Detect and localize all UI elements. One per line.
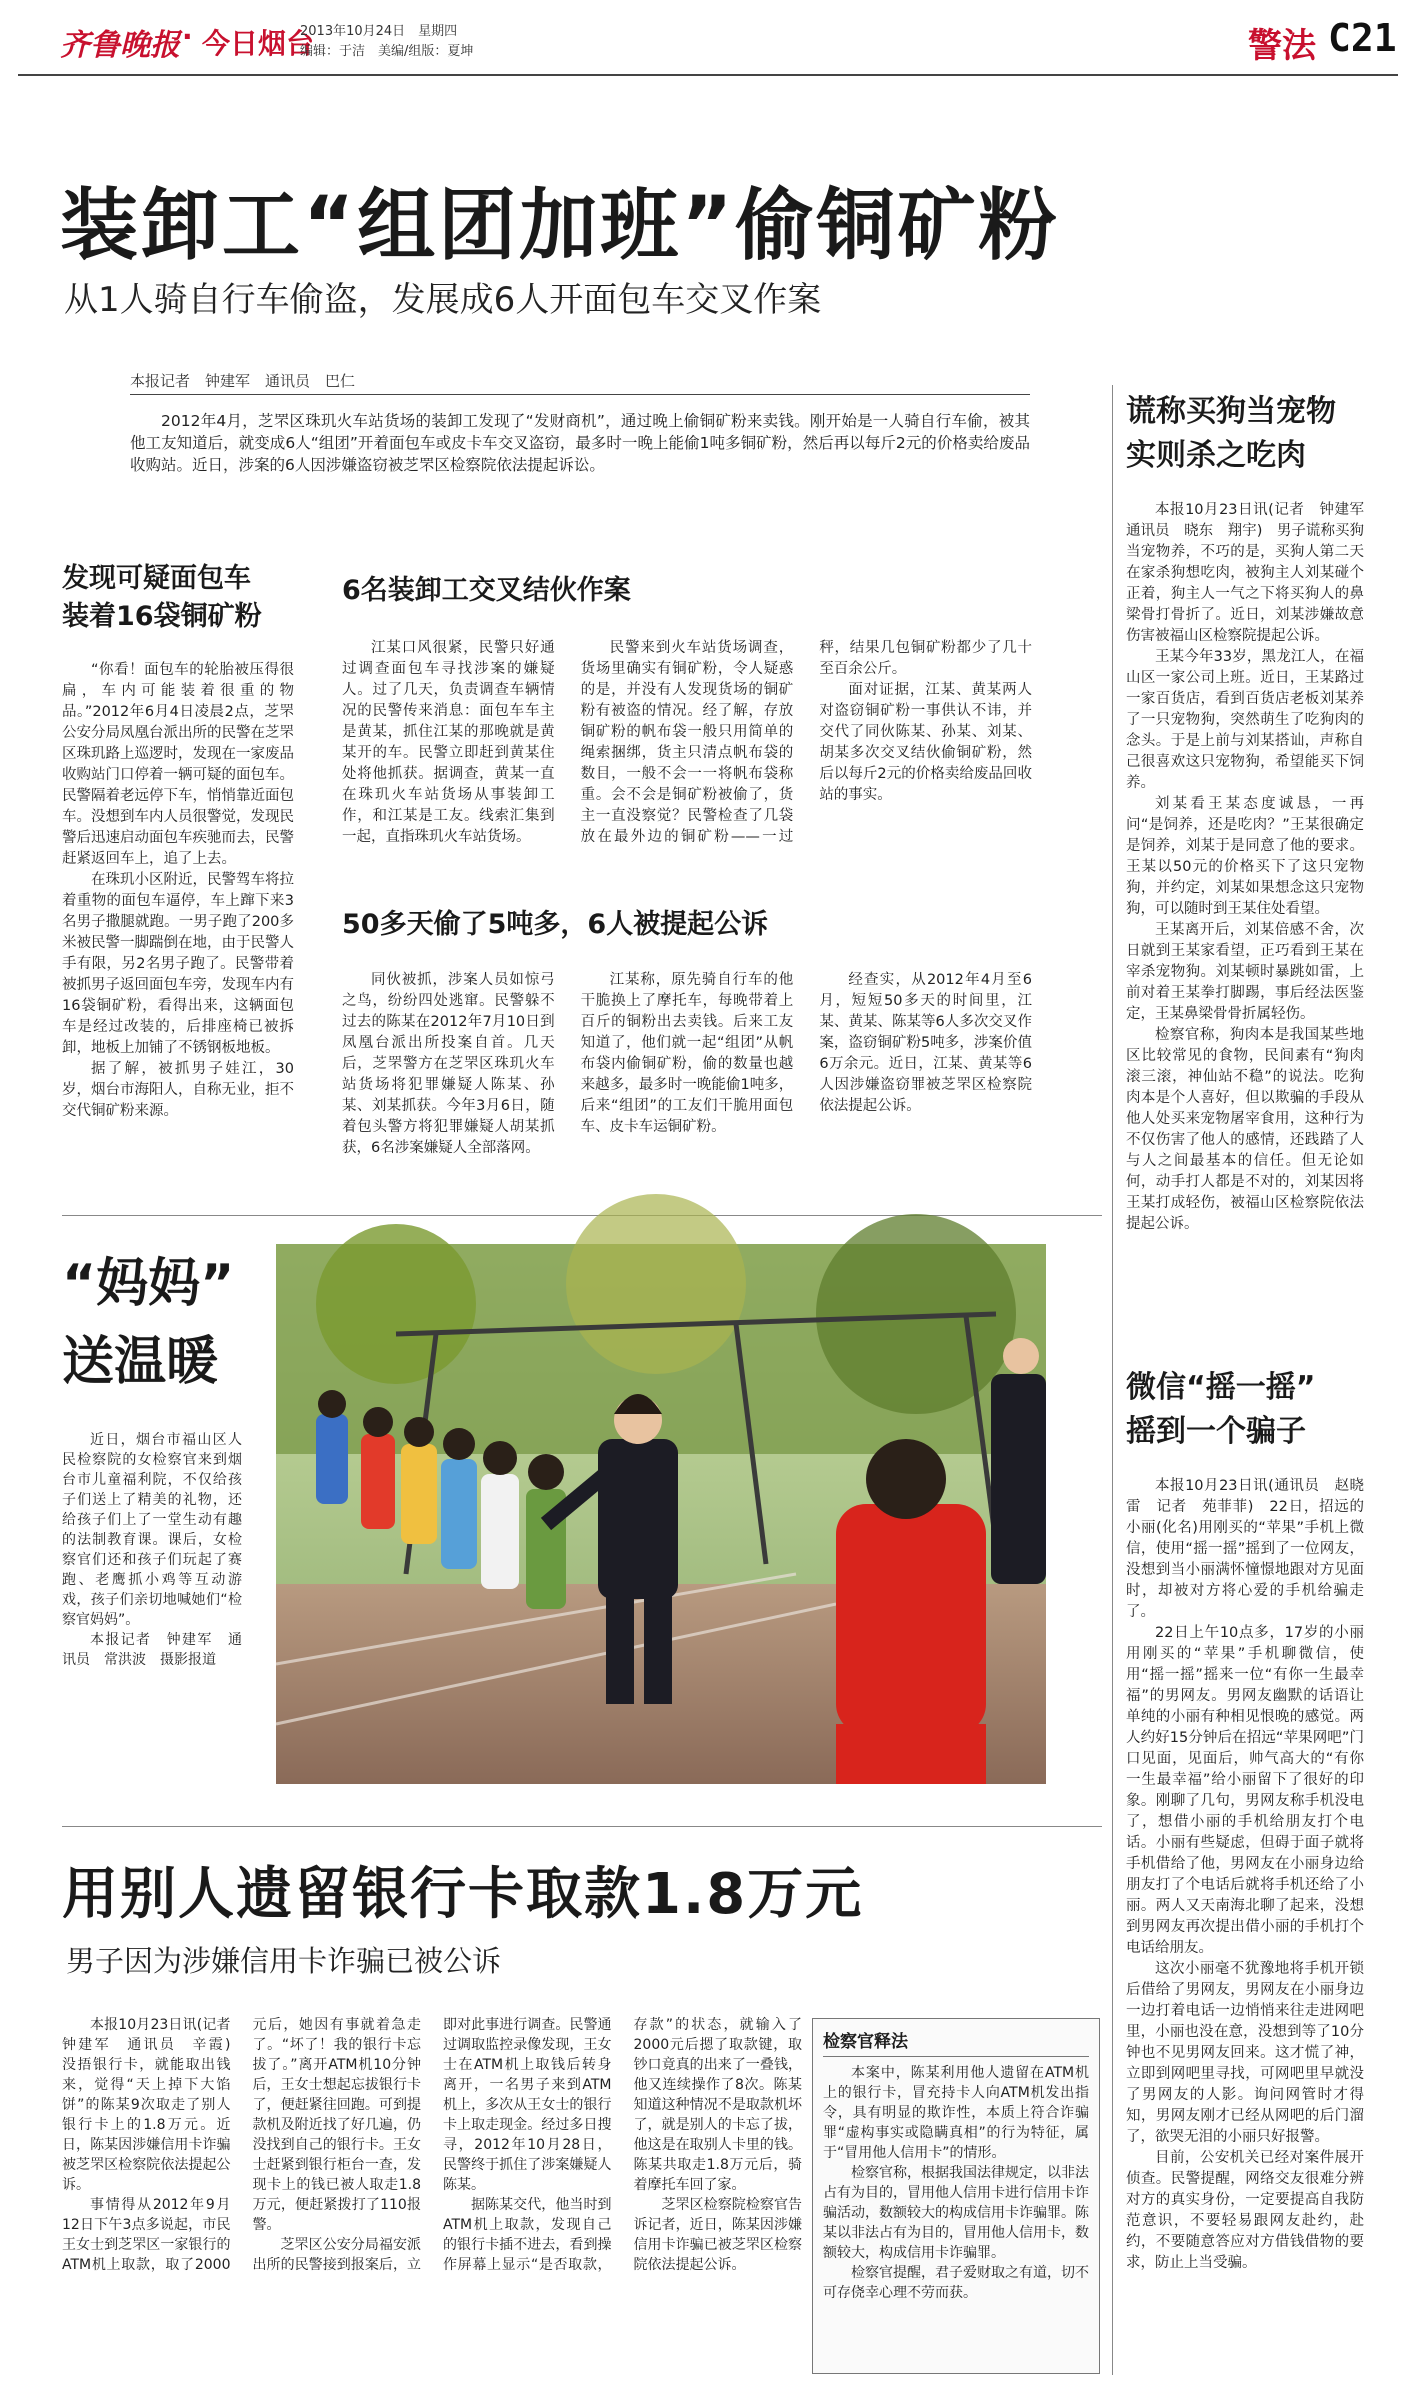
dog-p3: 刘某看王某态度诚恳，一再问“是饲养，还是吃肉？”王某很确定是饲养，刘某于是同意了他的要求。王某以50元的价格买下了这只宠物狗，并约定，刘某如果想念这只宠物狗，可以随时到王某住处看望。 bbox=[1126, 796, 1364, 917]
playground-photo bbox=[276, 1244, 1046, 1784]
staff-woman bbox=[991, 1338, 1046, 1584]
main-subheadline: 从1人骑自行车偷盗，发展成6人开面包车交叉作案 bbox=[64, 280, 822, 320]
dog-story-title: 谎称买狗当宠物 实则杀之吃肉 bbox=[1126, 394, 1336, 473]
box-p2: 检察官称，根据我国法律规定，以非法占有为目的，冒用他人信用卡进行信用卡诈骗活动，数额较大的构成信用卡诈骗罪。陈某以非法占有为目的，冒用他人信用卡，数额较大，构成信用卡诈骗罪。 bbox=[823, 2165, 1089, 2261]
section1-p2: 在珠玑小区附近，民警驾车将拉着重物的面包车逼停，车上蹿下来3名男子撒腿就跑。一男子跑了200多米被民警一脚踹倒在地，由于民警人手有限，另2名男子跑了。民警带着被抓男子返回面包车旁，发现车内有16袋铜矿粉，看得出来，这辆面包车是经过改装的，后排座椅已被拆卸，地板上加铺了不锈钢板地板。 bbox=[62, 872, 294, 1056]
photo-story-title-1: “妈妈” bbox=[62, 1254, 235, 1314]
section3-body bbox=[342, 970, 1032, 1180]
bank-p1: 本报10月23日讯(记者 钟建军 通讯员 辛霞) 没捂银行卡，就能取出钱来，觉得“天上掉下大馅饼”的陈某9次取走了别人银行卡上的1.8万元。近日，陈某因涉嫌信用卡诈骗被芝罘区检察院依法提起公诉。 bbox=[62, 2017, 245, 2193]
wechat-p3: 这次小丽毫不犹豫地将手机开锁后借给了男网友，男网友在小丽身边一边打着电话一边悄悄来往走进网吧里，小丽也没在意，没想到等了10分钟也不见男网友回来。这才慌了神，立即到网吧里寻找，可网吧里早就没了男网友的人影。询问网管时才得知，男网友刚才已经从网吧的后门溜了，欲哭无泪的小丽只好报警。 bbox=[1126, 1961, 1364, 2145]
photo-credit: 本报记者 钟建军 通讯员 常洪波 摄影报道 bbox=[62, 1632, 242, 1668]
bank-subheadline: 男子因为涉嫌信用卡诈骗已被公诉 bbox=[66, 1944, 502, 1978]
bank-p3: 芝罘区公安分局福安派出所的民警接到报案后，立即对此事进行调查。民警通过调取监控录像发现，王女士在ATM机上取钱后转身离开，一名男子来到ATM机上，多次从王女士的银行卡上取走现金。经过多日搜寻，2012年10月28日，民警终于抓住了涉案嫌疑人陈某。 bbox=[252, 2017, 612, 2273]
section3-p3: 经查实，从2012年4月至6月，短短50多天的时间里，江某、黄某、陈某等6人多次交叉作案，盗窃铜矿粉5吨多，涉案价值6万余元。近日，江某、黄某等6人因涉嫌盗窃罪被芝罘区检察院依法提起公诉。 bbox=[819, 972, 1032, 1114]
bank-top-rule bbox=[62, 1826, 1102, 1827]
issue-date: 2013年10月24日 星期四 bbox=[300, 24, 458, 39]
bank-p5: 芝罘区检察院检察官告诉记者，近日，陈某因涉嫌信用卡诈骗已被芝罘区检察院依法提起公诉。 bbox=[633, 2197, 802, 2273]
bank-story-body bbox=[62, 2015, 802, 2375]
wechat-p4: 目前，公安机关已经对案件展开侦查。民警提醒，网络交友很难分辨对方的真实身份，一定要提高自我防范意识，不要轻易跟网友赴约，赴约，不要随意答应对方借钱借物的要求，防止上当受骗。 bbox=[1126, 2150, 1364, 2271]
wechat-story-title: 微信“摇一摇” 摇到一个骗子 bbox=[1126, 1370, 1316, 1449]
main-byline: 本报记者 钟建军 通讯员 巴仁 bbox=[130, 372, 356, 390]
section-name: 今日烟台 bbox=[202, 27, 315, 60]
section-dot: · bbox=[182, 20, 193, 53]
section3-p1: 同伙被抓，涉案人员如惊弓之鸟，纷纷四处逃窜。民警躲不过去的陈某在2012年7月10日到凤凰台派出所投案自首。几天后，芝罘警方在芝罘区珠玑火车站货场将犯罪嫌疑人陈某、孙某、刘某抓获。今年3月6日，随着包头警方将犯罪嫌疑人胡某抓获，6名涉案嫌疑人全部落网。 bbox=[342, 972, 555, 1156]
prosecutor-explanation-box bbox=[812, 2018, 1100, 2374]
wechat-p2: 22日上午10点多，17岁的小丽用刚买的“苹果”手机聊微信，使用“摇一摇”摇来一位“有你一生最幸福”的男网友。男网友幽默的话语让单纯的小丽有种相见恨晚的感觉。两人约好15分钟后在招远“苹果网吧”门口见面，见面后，帅气高大的“有你一生最幸福”给小丽留下了很好的印象。刚聊了几句，男网友称手机没电了，想借小丽的手机给朋友打个电话。小丽有些疑虑，但碍于面子就将手机借给了他，男网友在小丽身边给朋友打了个电话后就将手机还给了小丽。两人又天南海北聊了起来，没想到男网友再次提出借小丽的手机打个电话给朋友。 bbox=[1126, 1625, 1364, 1956]
page-section: 警法 bbox=[1248, 26, 1316, 66]
photo-story-body bbox=[62, 1430, 242, 1760]
dog-p2: 王某今年33岁，黑龙江人，在福山区一家公司上班。近日，王某路过一家百货店，看到百货店老板刘某养了一只宠物狗，突然萌生了吃狗肉的念头。于是上前与刘某搭讪，声称自己很喜欢这只宠物狗，希望能买下饲养。 bbox=[1126, 649, 1364, 791]
dog-p5: 检察官称，狗肉本是我国某些地区比较常见的食物，民间素有“狗肉滚三滚，神仙站不稳”的说法。吃狗肉本是个人喜好，但以欺骗的手段从他人处买来宠物屠宰食用，这种行为不仅伤害了他人的感情，还践踏了人与人之间最基本的信任。但无论如何，动手打人都是不对的，刘某因将王某打成轻伤，被福山区检察院依法提起公诉。 bbox=[1126, 1027, 1364, 1232]
section1-body bbox=[62, 660, 294, 1160]
main-lead bbox=[130, 410, 1030, 510]
section1-p1: “你看！面包车的轮胎被压得很扁，车内可能装着很重的物品。”2012年6月4日凌晨2点，芝罘公安分局凤凰台派出所的民警在芝罘区珠玑路上巡逻时，发现在一家废品收购站门口停着一辆可疑的面包车。民警隔着老远停下车，悄悄靠近面包车。没想到车内人员很警觉，发现民警后迅速启动面包车疾驰而去，民警赶紧返回车上，追了上去。 bbox=[62, 662, 294, 867]
section1-p3: 据了解，被抓男子娃江，30岁，烟台市海阳人，自称无业，拒不交代铜矿粉来源。 bbox=[62, 1061, 294, 1119]
bank-p2: 事情得从2012年9月12日下午3点多说起，市民王女士到芝罘区一家银行的ATM机上取款，取了2000元后，她因有事就着急走了。“坏了！我的银行卡忘拔了。”离开ATM机10分钟后，王女士想起忘拔银行卡了，便赶紧往回跑。可到提款机及附近找了好几遍，仍没找到自己的银行卡。王女士赶紧到银行柜台一查，发现卡上的钱已被人取走1.8万元，便赶紧拨打了110报警。 bbox=[62, 2017, 421, 2273]
tree-2 bbox=[566, 1194, 746, 1374]
bank-headline: 用别人遗留银行卡取款1.8万元 bbox=[62, 1862, 864, 1927]
photo-top-rule bbox=[62, 1215, 1102, 1216]
bank-p4: 据陈某交代，他当时到ATM机上取款，发现自己的银行卡插不进去，看到操作屏幕上显示“是否取款，存款”的状态，就输入了2000元后摁了取款键，取钞口竟真的出来了一叠钱，他又连续操作了8次。陈某知道这种情况不是取款机坏了，就是别人的卡忘了拔，他这是在取别人卡里的钱。陈某共取走1.8万元后，骑着摩托车回了家。 bbox=[443, 2017, 802, 2273]
section2-title: 6名装卸工交叉结伙作案 bbox=[342, 575, 631, 606]
right-column-divider bbox=[1112, 385, 1113, 2375]
lead-paragraph: 2012年4月，芝罘区珠玑火车站货场的装卸工发现了“发财商机”，通过晚上偷铜矿粉来卖钱。刚开始是一人骑自行车偷，被其他工友知道后，就变成6人“组团”开着面包车或皮卡车交叉盗窃，最多时一晚上能偷1吨多铜矿粉，然后再以每斤2元的价格卖给废品收购站。近日，涉案的6人因涉嫌盗窃被芝罘区检察院依法提起诉讼。 bbox=[130, 412, 1030, 474]
section2-p3: 面对证据，江某、黄某两人对盗窃铜矿粉一事供认不讳，并交代了同伙陈某、孙某、刘某、胡某多次交叉结伙偷铜矿粉，然后以每斤2元的价格卖给废品回收站的事实。 bbox=[819, 682, 1032, 803]
box-title: 检察官释法 bbox=[823, 2027, 1089, 2057]
dog-story-body bbox=[1126, 500, 1379, 1340]
masthead bbox=[60, 18, 1400, 64]
byline-rule bbox=[130, 394, 1030, 395]
photo-story-title-2: 送温暖 bbox=[62, 1332, 219, 1392]
wechat-story-body bbox=[1126, 1476, 1364, 2376]
editors-line: 编辑：于洁 美编/组版：夏坤 bbox=[300, 44, 474, 59]
main-headline: 装卸工“组团加班”偷铜矿粉 bbox=[60, 181, 1060, 271]
masthead-rule bbox=[18, 74, 1398, 76]
box-body bbox=[823, 2063, 1089, 2363]
page-number: C21 bbox=[1328, 16, 1397, 60]
section2-p2: 民警来到火车站货场调查，货场里确实有铜矿粉，令人疑惑的是，并没有人发现货场的铜矿粉有被盗的情况。经了解，存放铜矿粉的帆布袋一般只用简单的绳索捆绑，货主只清点帆布袋的数目，一般不会一一将帆布袋称重。会不会是铜矿粉被偷了，货主一直没察觉？民警检查了几袋放在最外边的铜矿粉——一过秤，结果几包铜矿粉都少了几十至百余公斤。 bbox=[580, 640, 1032, 845]
section2-p1: 江某口风很紧，民警只好通过调查面包车寻找涉案的嫌疑人。过了几天，负责调查车辆情况的民警传来消息：面包车车主是黄某，抓住江某的那晚就是黄某开的车。民警立即赶到黄某住处将他抓获。据调查，黄某一直在珠玑火车站货场从事装卸工作，和江某是工友。线索汇集到一起，直指珠玑火车站货场。 bbox=[342, 640, 555, 845]
box-p1: 本案中，陈某利用他人遗留在ATM机上的银行卡，冒充持卡人向ATM机发出指令，具有明显的欺诈性，本质上符合诈骗罪“虚构事实或隐瞒真相”的行为特征，属于“冒用他人信用卡”的情形。 bbox=[823, 2065, 1089, 2161]
section2-body bbox=[342, 638, 1032, 848]
paper-name: 齐鲁晚报 bbox=[60, 28, 180, 63]
box-p3: 检察官提醒，君子爱财取之有道，切不可存侥幸心理不劳而获。 bbox=[823, 2265, 1089, 2301]
section3-title: 50多天偷了5吨多，6人被提起公诉 bbox=[342, 909, 769, 940]
dog-p1: 本报10月23日讯(记者 钟建军 通讯员 晓东 翔宇) 男子谎称买狗当宠物养，不巧的是，买狗人第二天在家杀狗想吃肉，被狗主人刘某碰个正着，狗主人一气之下将买狗人的鼻梁骨打骨折了。近日，刘某涉嫌故意伤害被福山区检察院提起公诉。 bbox=[1126, 502, 1379, 644]
dog-p4: 王某离开后，刘某倍感不舍，次日就到王某家看望，正巧看到王某在宰杀宠物狗。刘某顿时暴跳如雷，上前对着王某拳打脚踢，事后经法医鉴定，王某鼻梁骨骨折属轻伤。 bbox=[1126, 922, 1364, 1022]
wechat-p1: 本报10月23日讯(通讯员 赵晓雷 记者 苑菲菲) 22日，招远的小丽(化名)用刚买的“苹果”手机上微信，使用“摇一摇”摇到了一位网友，没想到当小丽满怀憧憬地跟对方见面时，却被对方将心爱的手机给骗走了。 bbox=[1126, 1478, 1364, 1620]
photo-story-text: 近日，烟台市福山区人民检察院的女检察官来到烟台市儿童福利院，不仅给孩子们送上了精美的礼物，还给孩子们上了一堂生动有趣的法制教育课。课后，女检察官们还和孩子们玩起了赛跑、老鹰抓小鸡等互动游戏，孩子们亲切地喊她们“检察官妈妈”。 bbox=[62, 1432, 242, 1628]
tree-1 bbox=[316, 1224, 476, 1384]
section1-title: 发现可疑面包车 装着16袋铜矿粉 bbox=[62, 563, 262, 632]
section3-p2: 江某称，原先骑自行车的他干脆换上了摩托车，每晚带着上百斤的铜粉出去卖钱。后来工友知道了，他们就一起“组团”从帆布袋内偷铜矿粉，偷的数量也越来越多，最多时一晚能偷1吨多，后来“组团”的工友们干脆用面包车、皮卡车运铜矿粉。 bbox=[580, 972, 794, 1135]
